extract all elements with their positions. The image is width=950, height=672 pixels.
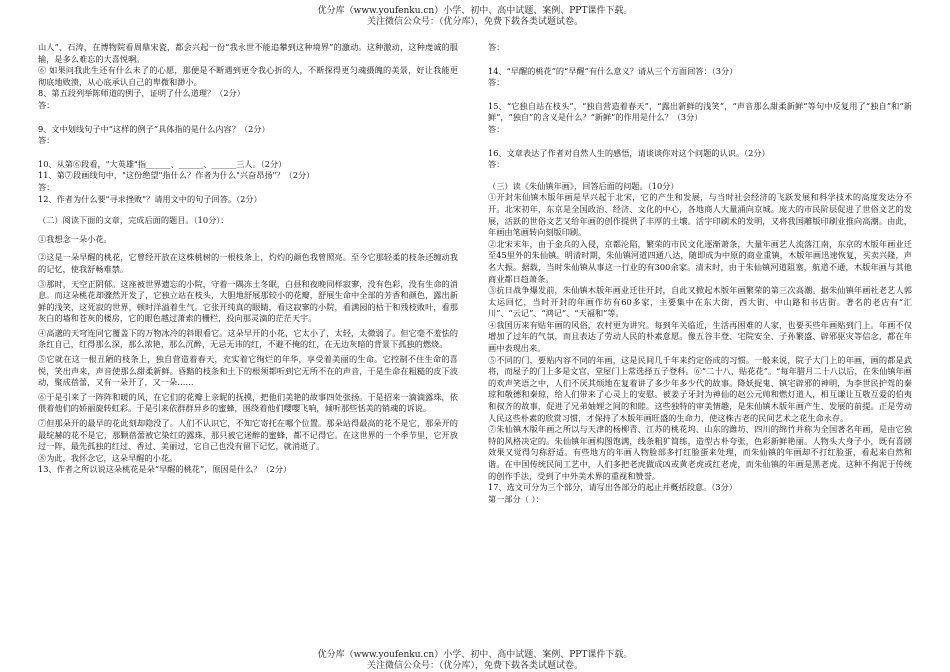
left-paragraph: ⑥于是引来了一阵阵和暖的风，在它们的花瓣上亲昵的抚摸，把他们美艳的故事四处张扬。于是招来一滴滴露珠，依偎着他们的娇丽旋转虹彩。于是引来依群群异乡的蜜蜂，围绕着他们嘤嘤飞响，倾听那些恬美的销魂的诉说。 [38, 391, 458, 414]
left-paragraph: ⑦但那朵开的最早的花此刻却隐没了。人们不认识它，不知它寄托在哪个位置。那朵站得最高的花不是它，那朵开的最绽赫的花不是它，那颗蓓蕾被它染红的露珠，那只被它迷醉的蜜蜂，都不记得它。在这世界的一个季节里，它开放过一阵，最先孤独的红过、香过、美丽过，它自己也没有留下记忆，就消逝了。 [38, 418, 458, 452]
left-paragraph: ⑥ 如果问我此生还有什么未了的心愿，那便是不断遇到更令我心折的人，不断探得更匀魂摄魄的美景，好让我能更彻底地败溃，从心底承认自己的卑微和渺小。 [38, 65, 458, 87]
right-paragraph: ⑤不同的门，要贴内容不同的年画，这是民间几千年来约定俗成的习惯。一般来说，院子大门上的年画，画的都是武将，而屋子的门上多是文官，堂屋门上常选择五子登科。⑥“二十八，贴花花”。“每年腊月二十八以后，在朱仙镇年画的欢声笑语之中，人们不厌其烦地在复着讲了多少年多少代的故事。降妖捉鬼、镇宅辟邪的神明，为李世民护驾的秦琼和敬德和秦琼，给人们带来了心灵上的安慰。被姜子牙封为神仙的赵公元帅和燃灯道人，相互谦让互敬互爱的伯夷和叔齐的故事，促进了兄弟妯娌之间的和睦。这些独特的审美情趣，是朱仙镇木版年画产生、发展的前提。正是劳动人民这些朴素的欣赏习惯，才保持了木版年画旺盛的生命力，使这株古老的民间艺术之花生命永存。 [488, 354, 912, 423]
left-column [38, 42, 458, 476]
left-paragraph: 10、从第⑥段看，"大英雄"指______、______、______三人。（2分） [38, 158, 287, 169]
left-paragraph: 答： [38, 99, 55, 110]
right-paragraph: 答： [488, 123, 505, 134]
footer-line-2: 关注微信公众号：（优分库），免费下载各类试题试卷。 [366, 661, 583, 671]
left-paragraph: 答： [38, 181, 55, 192]
right-paragraph: 第一部分（ ）： [488, 493, 544, 504]
left-paragraph: 9、文中划线句子中“这样的例子”具体指的是什么内容？（2分） [38, 123, 270, 134]
left-paragraph: 8、第五段列举陈师道的例子，证明了什么道理？（2分） [38, 88, 245, 99]
right-paragraph: 16、文章表达了作者对自然人生的感悟，请谈谈你对这个问题的认识。（2分） [488, 147, 770, 158]
left-paragraph: ②这是一朵早醒的桃花，它曾经开放在这株桃树的一根枝条上，灼灼的颜色我曾照亮。至今它那轻柔的枝条还缠动我的记忆，使我舒畅难禁。 [38, 252, 458, 274]
right-paragraph: ①开封朱仙镇木版年画是早兴起于北宋，它的产生和发展，与当时社会经济的飞跃发展和科学技术的高度发达分不开。北宋初年，东京是全国政治、经济、文化的中心，各地商人大量涌向京城。庞大的市民阶层促进了世俗文艺的发展，活跃的世俗文艺又给年画的创作提供了丰厚的土壤。活字印刷术的发明，又将我国雕版印刷业推向高潮。由此，年画由笔画转向刻版印刷。 [488, 192, 912, 238]
header-line-2: 关注微信公众号：（优分库），免费下载各类试题试卷。 [366, 17, 583, 27]
left-paragraph: ⑧为此，我怀念它，这朵早醒的小花。 [38, 452, 178, 463]
footer-line-1: 优分库（www.youfenku.cn）小学、初中、高中试题、案例、PPT课件下载。 [317, 650, 633, 660]
left-paragraph: （二）阅读下面的文章，完成后面的题目。（10分）： [38, 215, 229, 226]
left-paragraph: 13、作者之所以说这朵桃花是朵“早醒的桃花”，原因是什么？（2分） [38, 464, 292, 475]
left-paragraph: ⑤它就在这一根丑陋的枝条上，独自营造着春天，充实着它绚烂的年华，享受着美丽的生命。它控制不住生命的喜悦，笑出声来，声音使那么甜柔新鲜。昏黯的枝条和土下的根须都听到它无所不在的声音，于是生命在粗糙的皮下波动，聚成蓓蕾，又有一朵开了，又一朵…… [38, 354, 458, 388]
right-paragraph: 答： [488, 42, 505, 52]
page-footer [0, 650, 950, 672]
right-paragraph: 15、“它独自站在枝头”，“独自营造着春天”，“露出新鲜的浅笑”，“声音那么甜柔新鲜”等句中反复用了“独自”和“新鲜”，“独自”的含义是什么？“新鲜”的作用是什么？（3分） [488, 100, 912, 123]
left-paragraph: ④高邈的天穹连同它覆盖下的万物冰冷的斜眼看它。这朵早开的小花，它太小了，太轻，太微弱了。但它毫不羞怯的条红自己，红得那么深，那么浓艳，那么沉醉，无忌无讳的红，不避不掩的红，在无边灰暗的背景下孤独的燃烧。 [38, 327, 458, 350]
right-paragraph: ②北宋末年，由于金兵的入侵，京都沦陷，繁荣的市民文化逐渐萧条，大量年画艺人流落江南，东京的木版年画业迁至45里外的朱仙镇。明清时期，朱仙镇河道四通八达，随即成为中原的商业重镇，木版年画迅速恢复，买卖兴隆，声名大振。据载，当时朱仙镇从事这一行业的有300余家。清末时，由于朱仙镇河道阻塞，航道不通，木版年画与其他商业都日趋萧条。 [488, 238, 912, 284]
left-paragraph: 山人”、石涛，在博物院看周鼎宋瓷，都会兴起一份“我永世不能追攀到这种境界”的激动。这种激动，这种虔诚的服输，是多么难忘的大喜悦啊。 [38, 42, 458, 64]
right-paragraph: 17、选文可分为三个部分，请写出各部分的起止并概括段意。（3分） [488, 482, 737, 493]
left-paragraph: ①我想念一朵小花。 [38, 233, 112, 244]
right-paragraph: （三）读《朱仙镇年画》，回答后面的问题。（10分） [488, 180, 679, 191]
header-line-1: 优分库（www.youfenku.cn）小学、初中、高中试题、案例、PPT课件下载。 [317, 6, 633, 16]
right-paragraph: ④我国历来有贴年画的风俗，农村更为讲究。每到年关临近，生活再困难的人家，也要买些年画贴到门上。年画不仅增加了过年的气氛，而且表达了劳动人民的朴素意愿。像五谷丰登、宅院安全、子孙繁盛、辟邪驱灾等信念，都在年画中表现出来。 [488, 319, 912, 354]
page-header [0, 6, 950, 28]
right-column [488, 42, 912, 505]
right-paragraph: ⑦朱仙镇木版年画之所以与天津的杨柳青、江苏的桃花坞、山东的潍坊、四川的绵竹并称为全国著名年画，是由它独特的风格决定的。朱仙镇年画构图饱满，线条粗犷简练，造型古朴夸张，色彩新鲜艳丽。人物头大身子小，既有喜剧效果又觉得匀称舒适。有些地方的年画人物脸部多打红脸蛋来处理，而朱仙镇的年画却不打红脸蛋，看起来自然和谐。在中国传统民间工艺中，人们多把老虎做成凶或黄老虎或红老虎，而朱仙镇的年画是黑老虎。这种不拘泥于传统的创作手法，受到了中外美术界的重视和赞誉。 [488, 424, 912, 481]
right-paragraph: 14、“早醒的桃花”的“早醒”有什么意义？请从三个方面回答：（3分） [488, 65, 738, 76]
right-paragraph: 答： [488, 159, 505, 170]
right-paragraph: ③抗日战争爆发前，朱仙镇木版年画业迁往开封，自此又掀起木版年画繁荣的第三次高潮。据朱仙镇年画社老艺人郭太运回忆，当时开封的年画作坊有60多家，主要集中在东大街，西大街、中山路和书店街。著名的老店有“汇川”、“云记”、“鸿记”、“天福和”等。 [488, 285, 912, 319]
left-paragraph: 12、作者为什么要"寻求挫败"？请用文中的句子回答。（2分） [38, 193, 262, 204]
right-paragraph: 答： [488, 77, 505, 88]
left-paragraph: ③那时，天空正阴郁。这座被世界遗忘的小院，守着一隅冻土冬眠，白昼和夜晚同样寂寥，没有色彩，没有生命的消息。而这朵桃花却骤然开发了，它独立站在枝头，大胆地舒展那较小的花瓣，舒展生命中全部的芳香和颜色，露出新鲜的浅笑，这死寂的世界，顿时洋溢着生气。它张开纯真的眼睛，看这寂寥的小院，看满园的枯干和残枝败叶，看那灰白的墙和苍灰的楼房，它的眼色越过萧索的栅栏，投向那灵滴的茫茫天宇。 [38, 278, 458, 324]
left-paragraph: 11、第⑦段画线句中，"这份绝望"指什么？作者为什么"兴奋昂扬"？（2分） [38, 170, 315, 181]
left-paragraph: 答： [38, 135, 55, 146]
